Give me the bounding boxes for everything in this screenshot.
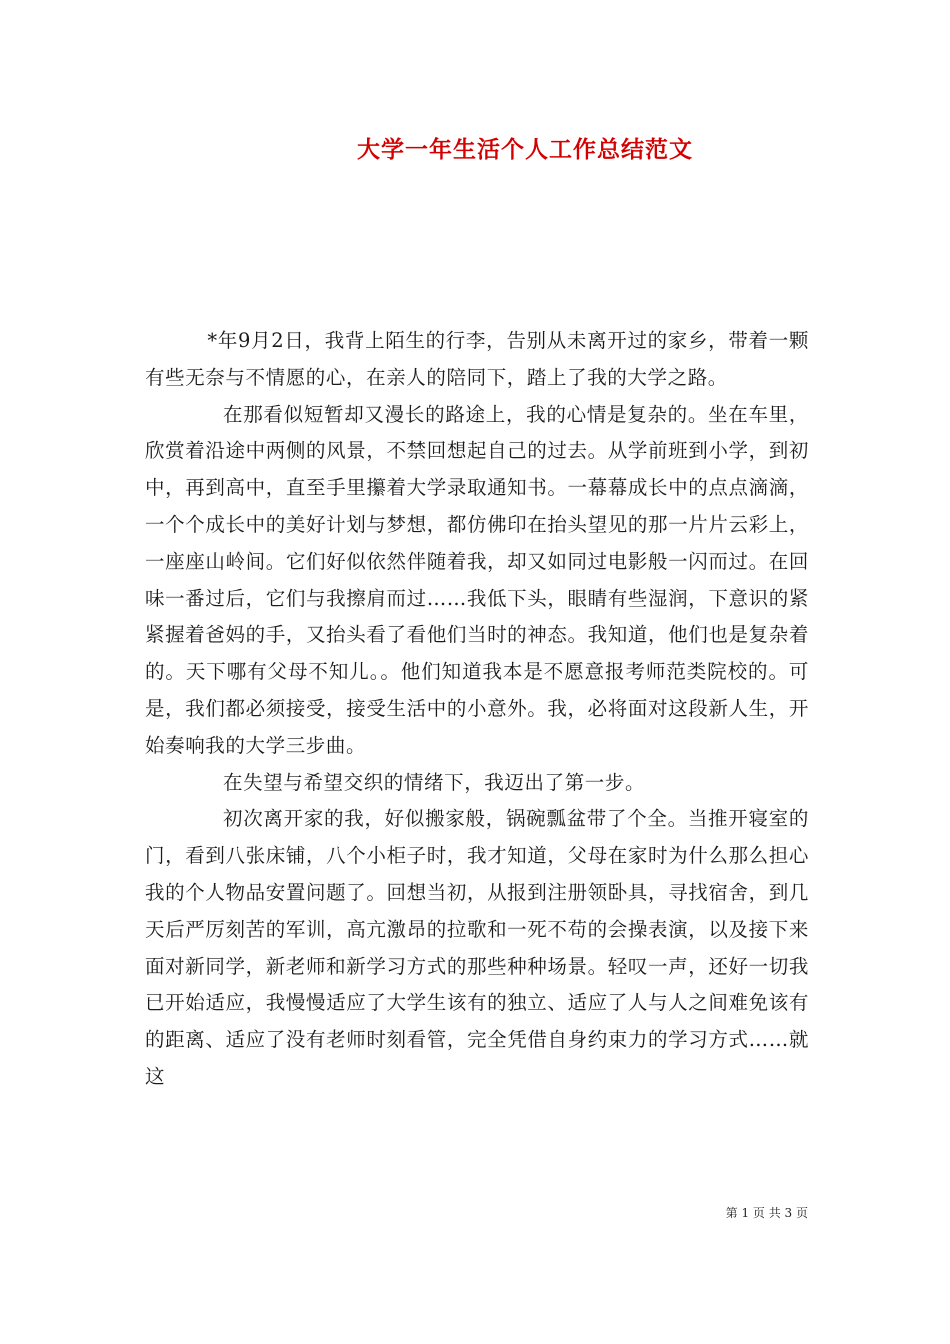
paragraph: *年9月2日，我背上陌生的行李，告别从未离开过的家乡，带着一颗有些无奈与不情愿的心，在亲人的陪同下，踏上了我的大学之路。 bbox=[145, 329, 809, 389]
paragraph: 在那看似短暂却又漫长的路途上，我的心情是复杂的。坐在车里，欣赏着沿途中两侧的风景，不禁回想起自己的过去。从学前班到小学，到初中，再到高中，直至手里攥着大学录取通知书。一幕幕成长中的点点滴滴，一个个成长中的美好计划与梦想，都仿佛印在抬头望见的那一片片云彩上，一座座山岭间。它们好似依然伴随着我，却又如同过电影般一闪而过。在回味一番过后，它们与我擦肩而过……我低下头，眼睛有些湿润，下意识的紧紧握着爸妈的手，又抬头看了看他们当时的神态。我知道，他们也是复杂着的。天下哪有父母不知儿。。他们知道我本是不愿意报考师范类院校的。可是，我们都必须接受，接受生活中的小意外。我，必将面对这段新人生，开始奏响我的大学三步曲。 bbox=[145, 402, 809, 757]
document-body bbox=[145, 323, 809, 1096]
paragraph: 初次离开家的我，好似搬家般，锅碗瓢盆带了个全。当推开寝室的门，看到八张床铺，八个小柜子时，我才知道，父母在家时为什么那么担心我的个人物品安置问题了。回想当初，从报到注册领卧具，寻找宿舍，到几天后严厉刻苦的军训，高亢激昂的拉歌和一死不苟的会操表演，以及接下来面对新同学，新老师和新学习方式的那些种种场景。轻叹一声，还好一切我已开始适应，我慢慢适应了大学生该有的独立、适应了人与人之间难免该有的距离、适应了没有老师时刻看管，完全凭借自身约束力的学习方式……就这 bbox=[145, 807, 809, 1088]
paragraph: 在失望与希望交织的情绪下，我迈出了第一步。 bbox=[223, 770, 646, 794]
page-number: 第 1 页 共 3 页 bbox=[725, 1206, 808, 1220]
document-title: 大学一年生活个人工作总结范文 bbox=[357, 136, 693, 163]
